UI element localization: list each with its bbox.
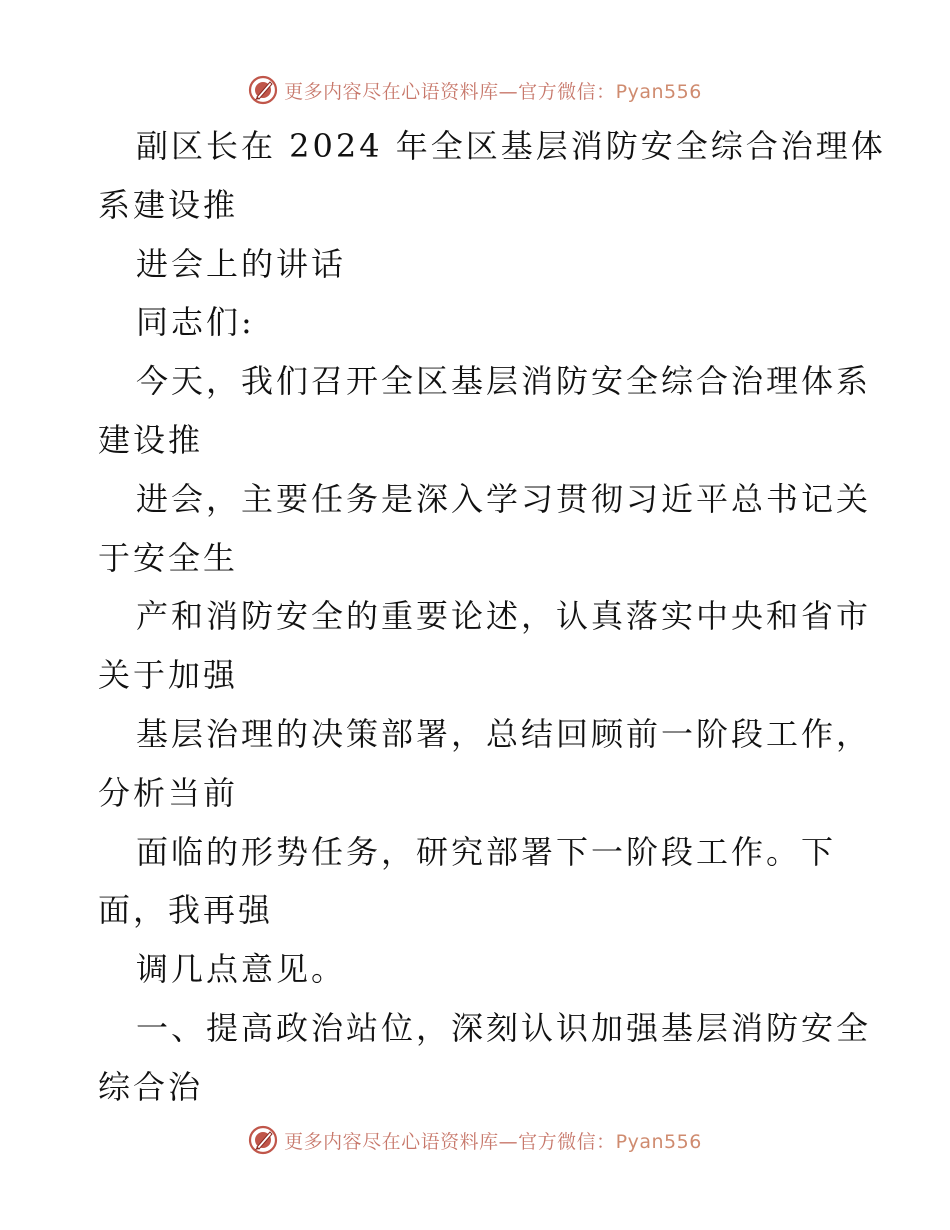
text-line: 今天，我们召开全区基层消防安全综合治理体系: [136, 362, 872, 401]
text-line: 系建设推: [98, 185, 239, 224]
text-line: 副区长在 2024 年全区基层消防安全综合治理体: [136, 127, 886, 165]
text-line: 建设推: [98, 420, 204, 459]
text-line: 于安全生: [98, 538, 239, 577]
watermark-text-cn: 更多内容尽在心语资料库—官方微信：: [284, 80, 616, 103]
text-line: 产和消防安全的重要论述，认真落实中央和省市: [136, 597, 872, 636]
text-line: 综合治: [98, 1067, 204, 1106]
text-line: 分析当前: [98, 773, 239, 812]
text-line: 面临的形势任务，研究部署下一阶段工作。下: [136, 832, 837, 871]
watermark-text-cn: 更多内容尽在心语资料库—官方微信：: [284, 1130, 616, 1153]
document-body: [98, 117, 886, 1117]
text-line: 进会，主要任务是深入学习贯彻习近平总书记关: [136, 479, 872, 518]
watermark-wechat-id: Pyan556: [615, 1130, 702, 1153]
text-line: 进会上的讲话: [136, 244, 347, 283]
watermark-text: [284, 1127, 702, 1154]
header-watermark: [0, 70, 950, 110]
text-line: 基层治理的决策部署，总结回顾前一阶段工作，: [136, 714, 872, 753]
text-line: 关于加强: [98, 656, 239, 695]
watermark-wechat-id: Pyan556: [615, 80, 702, 103]
pen-logo-icon: [248, 1125, 278, 1155]
text-line: 面，我再强: [98, 891, 274, 930]
footer-watermark: [0, 1120, 950, 1160]
text-line: 调几点意见。: [136, 950, 347, 989]
text-line: 一、提高政治站位，深刻认识加强基层消防安全: [136, 1008, 872, 1047]
text-line: 同志们:: [136, 303, 255, 342]
watermark-text: [284, 77, 702, 104]
pen-logo-icon: [248, 75, 278, 105]
